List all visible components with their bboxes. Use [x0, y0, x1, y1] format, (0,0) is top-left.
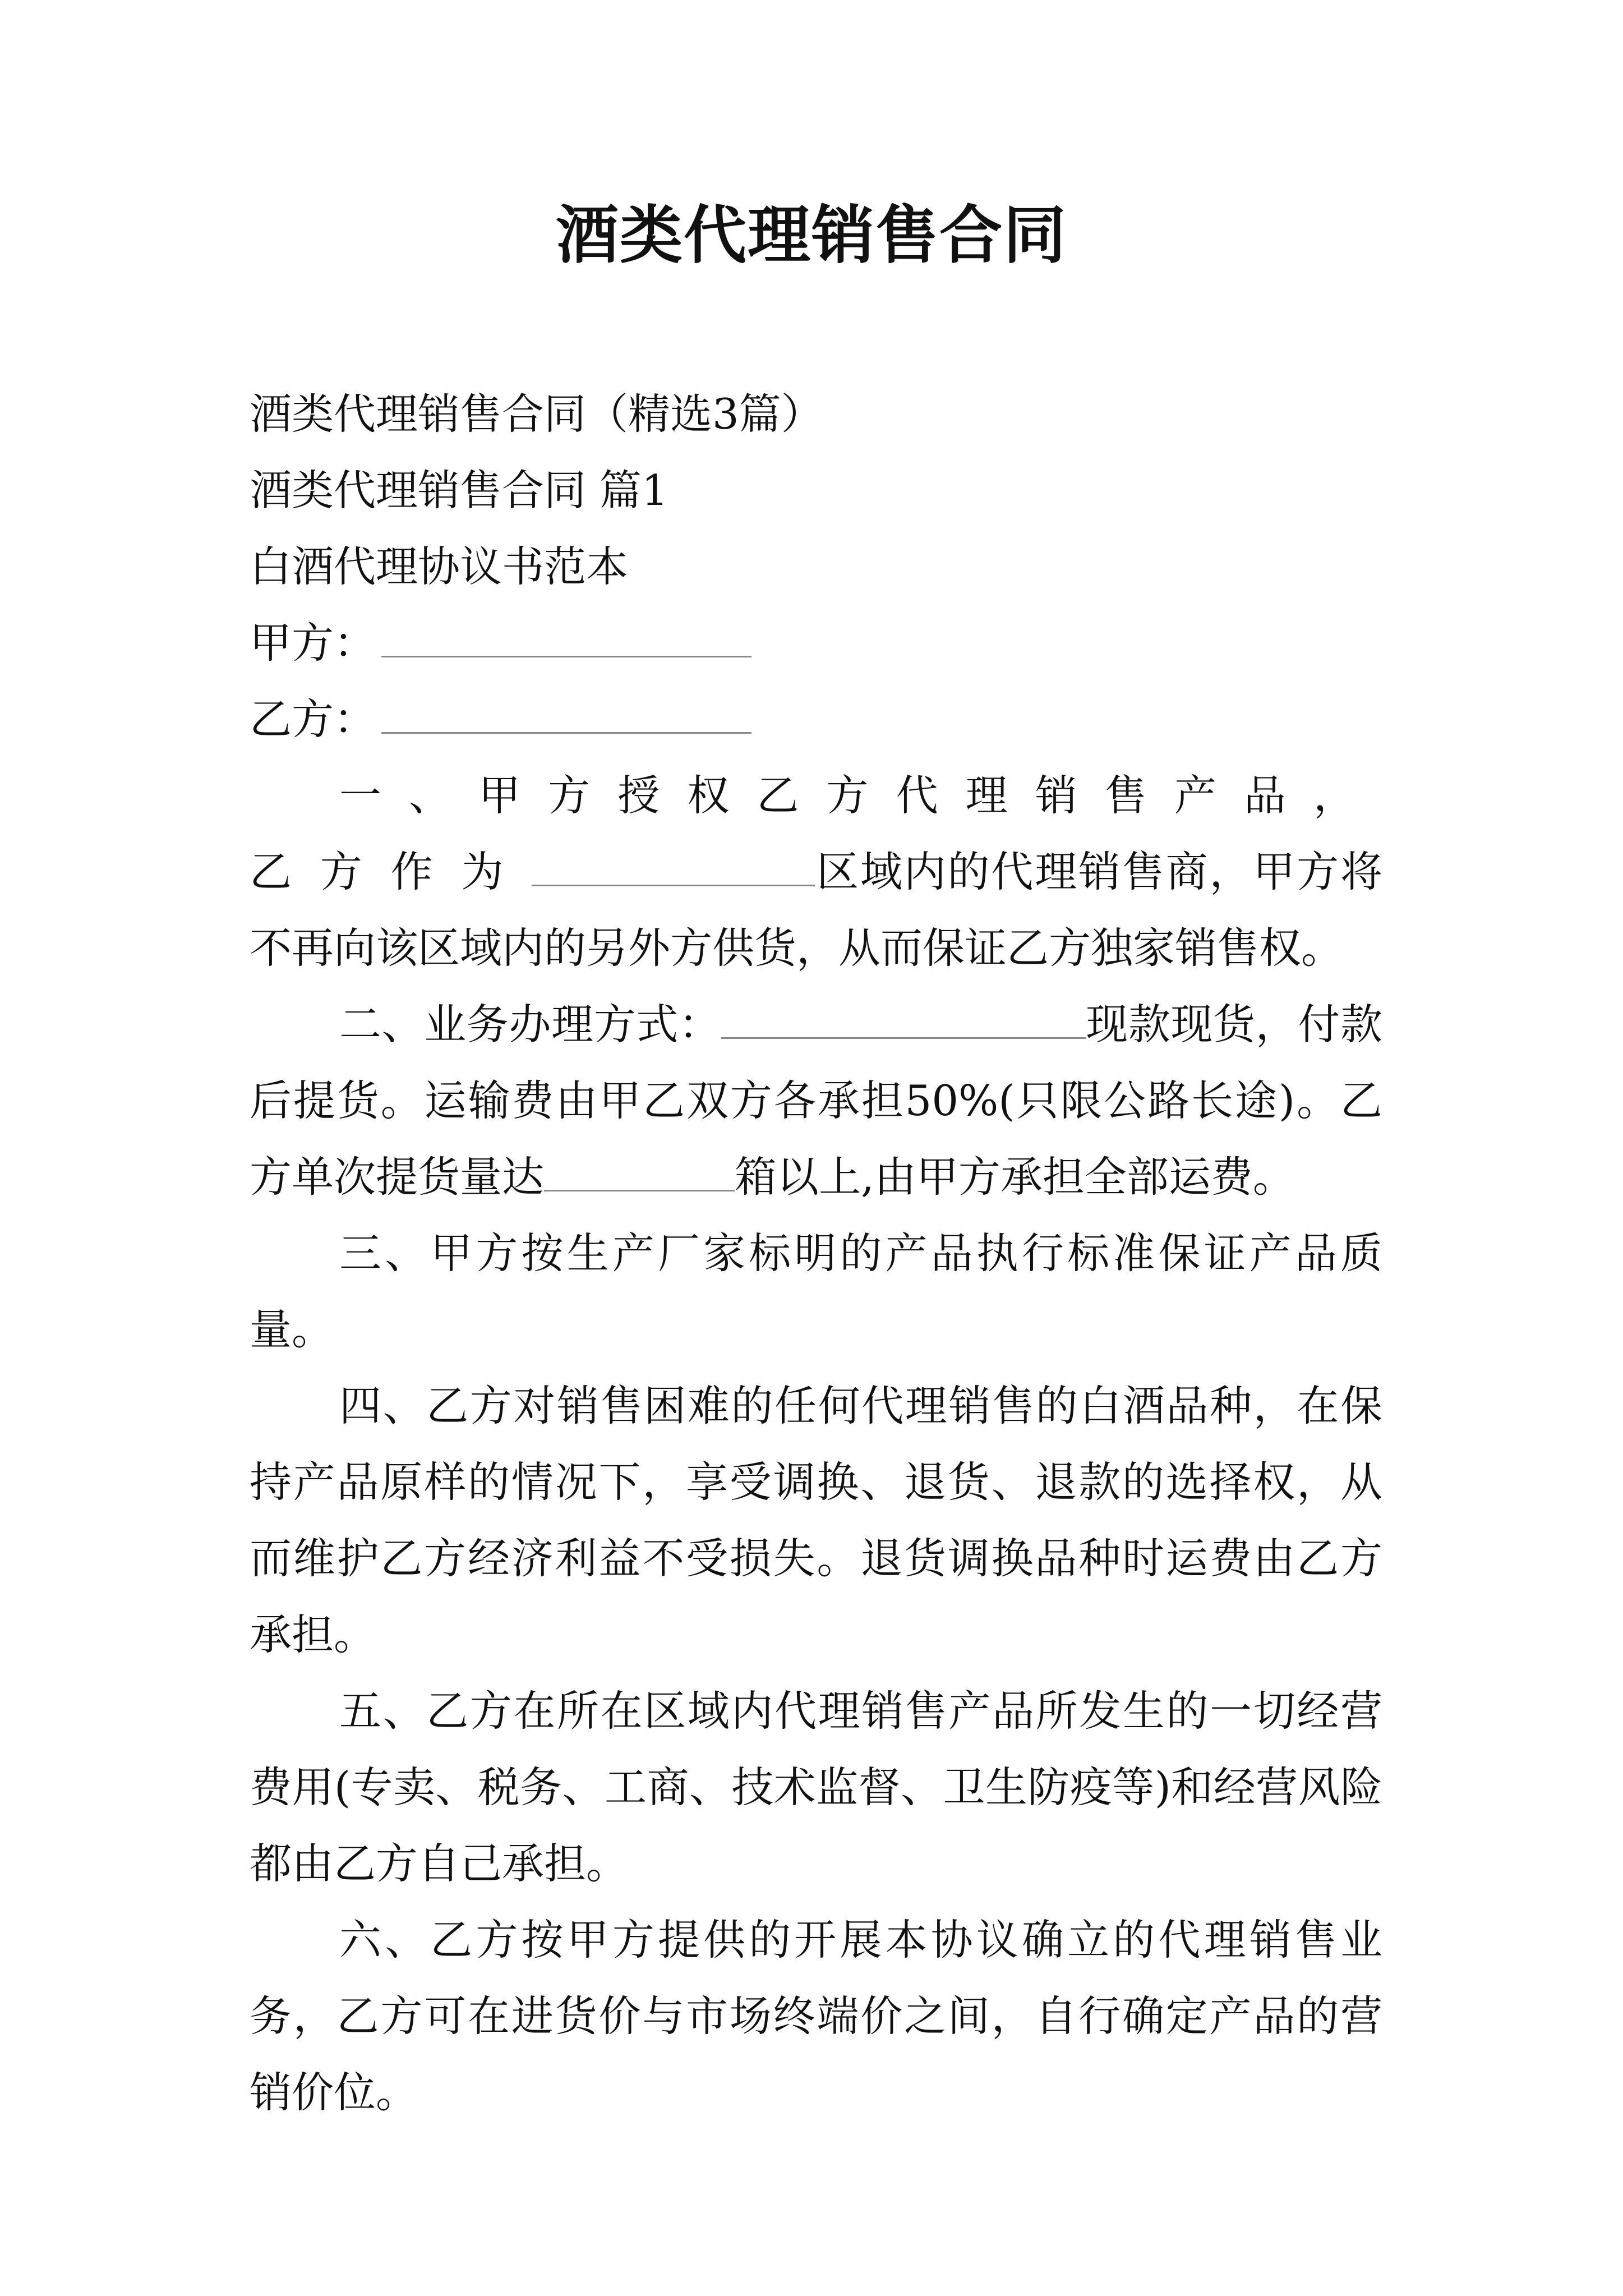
heading-line-2: 酒类代理销售合同 篇1	[250, 466, 668, 515]
clause-2-end: 箱以上,由甲方承担全部运费。	[735, 1152, 1295, 1202]
payment-method-blank	[721, 993, 1086, 1039]
clause-1-first: 一、甲方授权乙方代理销售产品，乙方作为	[250, 771, 1382, 896]
party-a-line	[250, 605, 1382, 681]
clause-1-rest: 区域内的代理销售商，甲方将不再向该区域内的另外方供货，从而保证乙方独家销售权。	[250, 847, 1382, 973]
clause-5-text: 五、乙方在所在区域内代理销售产品所发生的一切经营费用(专卖、税务、工商、技术监督、卫生防疫等)和经营风险都由乙方自己承担。	[250, 1686, 1382, 1888]
clause-6-text: 六、乙方按甲方提供的开展本协议确立的代理销售业务，乙方可在进货价与市场终端价之间，自行确定产品的营销价位。	[250, 1915, 1382, 2117]
heading-line-3: 白酒代理协议书范本	[250, 542, 629, 591]
document-body-wide	[250, 757, 1382, 2131]
document-title: 酒类代理销售合同	[556, 199, 1067, 272]
party-a-label: 甲方：	[250, 618, 376, 668]
party-a-blank	[381, 612, 751, 657]
clause-2-first: 二、业务办理方式：	[339, 1000, 721, 1049]
quantity-blank	[544, 1146, 735, 1191]
clause-4-text: 四、乙方对销售困难的任何代理销售的白酒品种，在保持产品原样的情况下，享受调换、退货、退款的选择权，从而维护乙方经济利益不受损失。退货调换品种时运费由乙方承担。	[250, 1381, 1382, 1659]
clause-2-text	[250, 986, 1382, 1215]
region-blank	[532, 841, 815, 886]
document-body	[250, 376, 1382, 757]
party-b-label: 乙方：	[250, 694, 376, 744]
party-b-line	[250, 681, 1382, 757]
clause-3-text: 三、甲方按生产厂家标明的产品执行标准保证产品质量。	[250, 1228, 1382, 1354]
clause-1-text	[250, 757, 1382, 986]
clause-2-middle: 现款现货，付款后提货。运输费由甲乙双方各承担50%(只限公路长途)。乙方单次提货量达	[250, 1000, 1382, 1202]
heading-line-1: 酒类代理销售合同（精选3篇）	[250, 389, 823, 439]
party-b-blank	[381, 688, 751, 734]
